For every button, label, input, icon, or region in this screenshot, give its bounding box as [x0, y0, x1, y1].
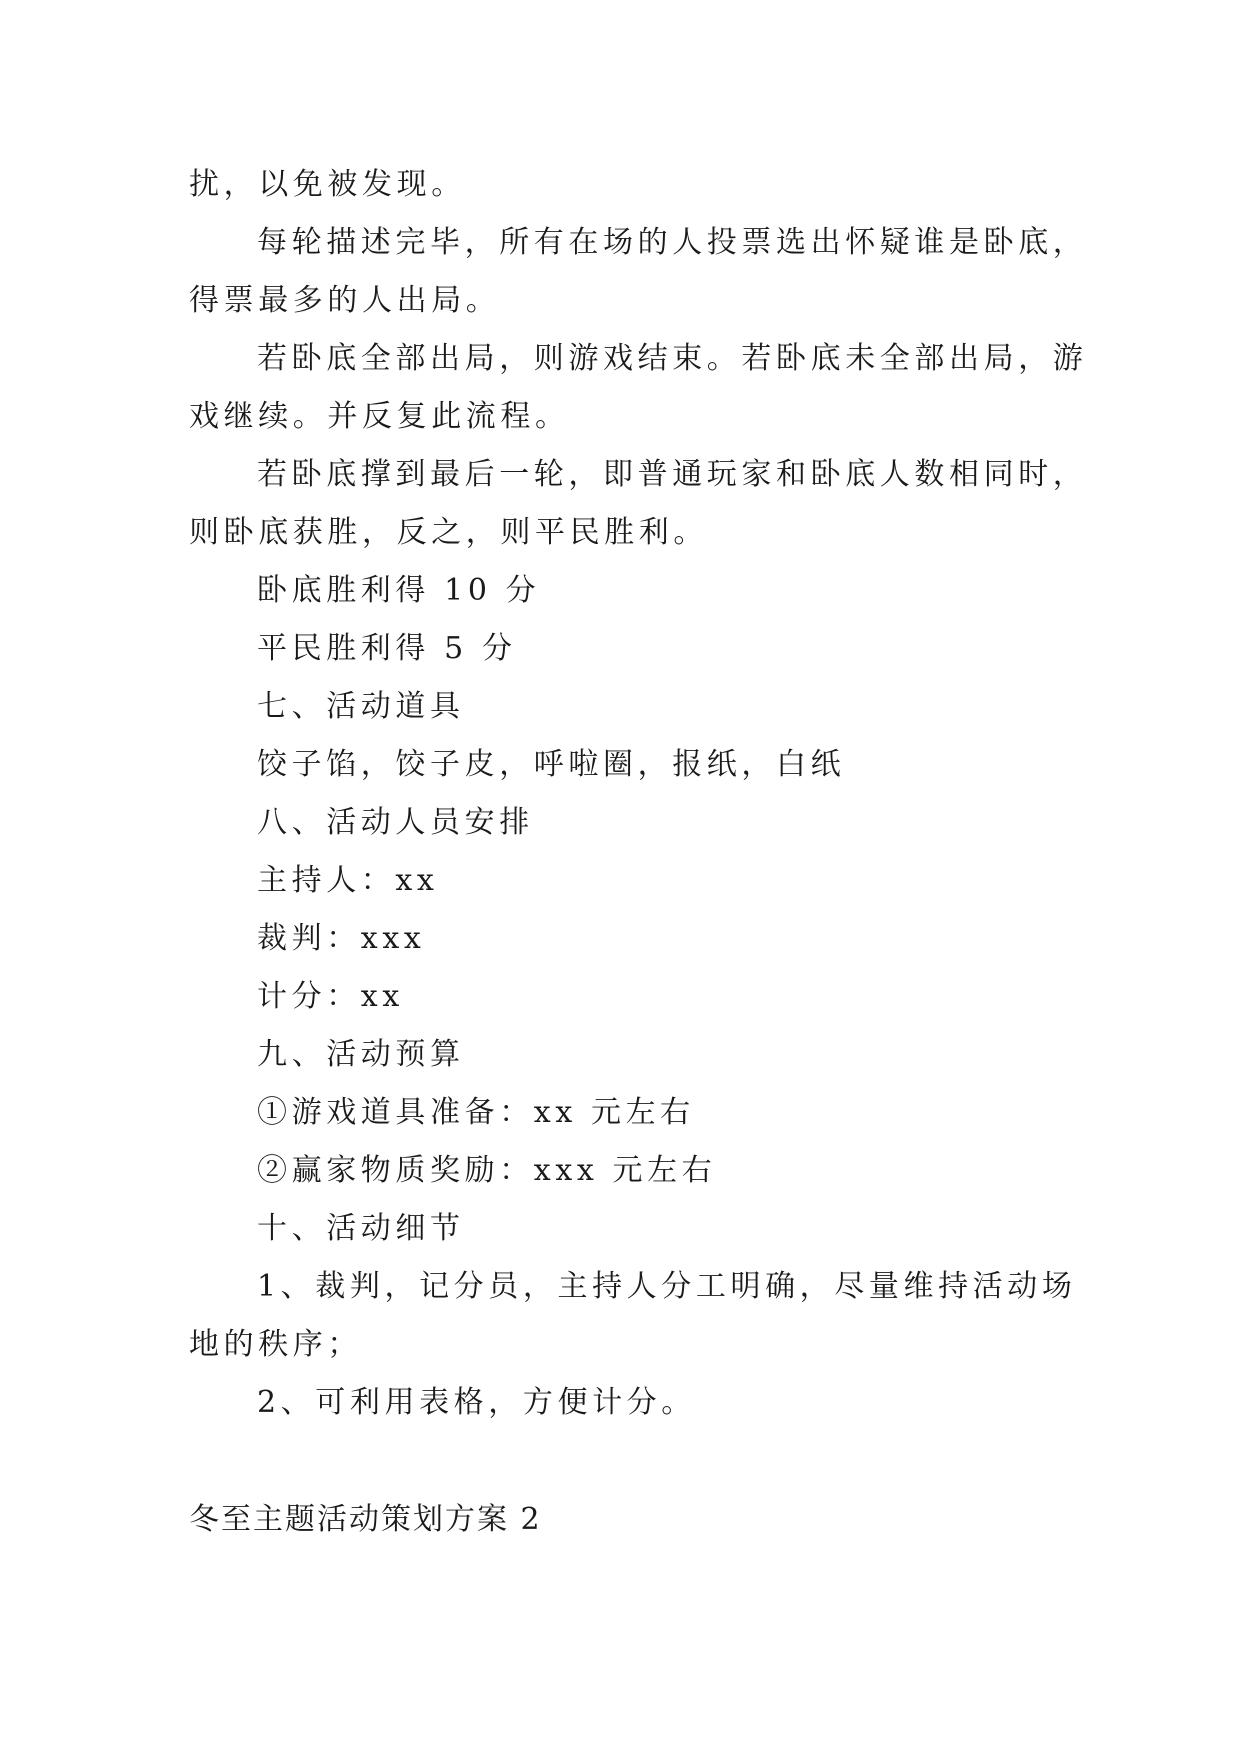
paragraph-line: 地的秩序；: [189, 1327, 362, 1362]
paragraph-line: 得票最多的人出局。: [189, 283, 501, 318]
paragraph-line: 2、可利用表格，方便计分。: [257, 1385, 696, 1420]
paragraph-line: 若卧底撑到最后一轮，即普通玩家和卧底人数相同时，: [257, 457, 1088, 492]
score-line: 卧底胜利得 10 分: [257, 573, 541, 608]
paragraph-line: 1、裁判，记分员，主持人分工明确，尽量维持活动场: [257, 1269, 1077, 1304]
section-heading: 十、活动细节: [257, 1211, 465, 1246]
staff-line: 计分：xx: [257, 979, 404, 1014]
section-heading: 七、活动道具: [257, 689, 465, 724]
document-section-title: 冬至主题活动策划方案 2: [189, 1502, 542, 1537]
staff-line: 裁判：xxx: [257, 921, 426, 956]
paragraph-line: 饺子馅，饺子皮，呼啦圈，报纸，白纸: [257, 747, 846, 782]
paragraph-line: 则卧底获胜，反之，则平民胜利。: [189, 515, 708, 550]
paragraph-line: 若卧底全部出局，则游戏结束。若卧底未全部出局，游: [257, 341, 1088, 376]
staff-line: 主持人：xx: [257, 863, 439, 898]
paragraph-line: 扰，以免被发现。: [189, 167, 466, 202]
budget-line: ①游戏道具准备：xx 元左右: [257, 1095, 695, 1130]
budget-line: ②赢家物质奖励：xxx 元左右: [257, 1153, 717, 1188]
score-line: 平民胜利得 5 分: [257, 631, 517, 666]
paragraph-line: 戏继续。并反复此流程。: [189, 399, 570, 434]
section-heading: 八、活动人员安排: [257, 805, 534, 840]
section-heading: 九、活动预算: [257, 1037, 465, 1072]
paragraph-line: 每轮描述完毕，所有在场的人投票选出怀疑谁是卧底，: [257, 225, 1088, 260]
